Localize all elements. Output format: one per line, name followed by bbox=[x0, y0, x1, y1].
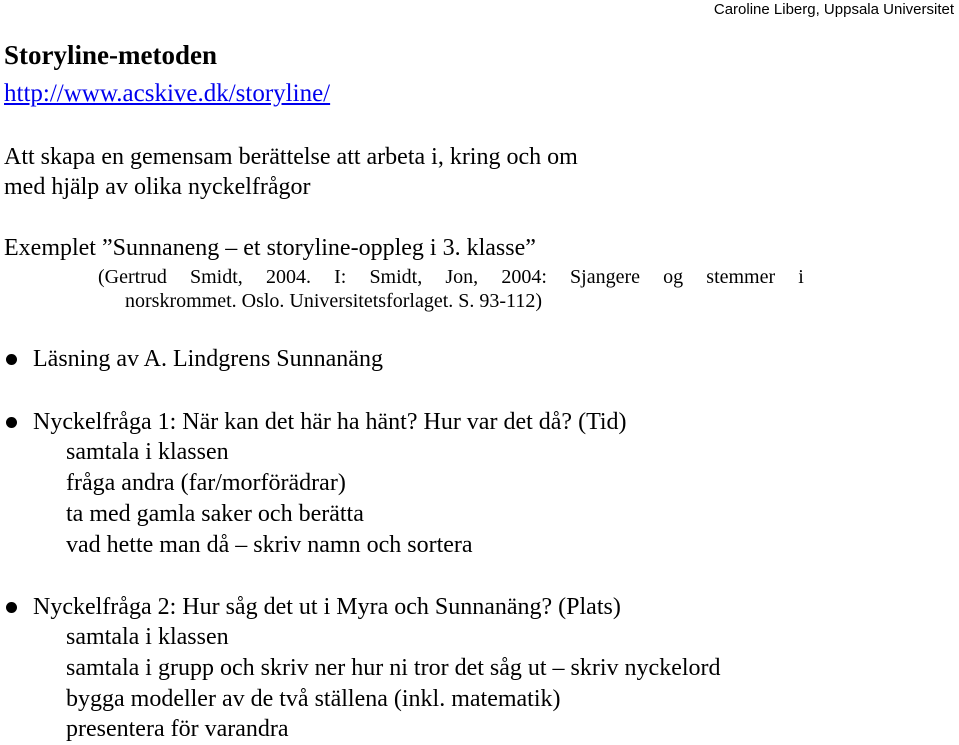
bullet-icon bbox=[6, 354, 17, 365]
reference-word: (Gertrud bbox=[98, 266, 167, 288]
reference-word: Jon, bbox=[445, 266, 479, 288]
subitem: ta med gamla saker och berätta bbox=[66, 501, 364, 527]
reference-word: 2004. bbox=[265, 266, 311, 288]
subitem: fråga andra (far/morförädrar) bbox=[66, 470, 346, 496]
reference-word: i bbox=[798, 266, 804, 288]
subitem: samtala i klassen bbox=[66, 439, 229, 465]
subitem: vad hette man då – skriv namn och sortera bbox=[66, 532, 473, 558]
storyline-link[interactable]: http://www.acskive.dk/storyline/ bbox=[4, 80, 331, 107]
intro-line-2: med hjälp av olika nyckelfrågor bbox=[4, 174, 311, 200]
reference-word: og bbox=[663, 266, 684, 288]
reference-line-2: norskrommet. Oslo. Universitetsforlaget. S. 93-112) bbox=[125, 290, 542, 312]
reference-word: stemmer bbox=[706, 266, 776, 288]
bullet-item-question-2: Nyckelfråga 2: Hur såg det ut i Myra och Sunnanäng? (Plats) bbox=[33, 594, 621, 620]
author-credit: Caroline Liberg, Uppsala Universitet bbox=[713, 1, 954, 18]
page-title: Storyline-metoden bbox=[4, 40, 217, 70]
subitem: presentera för varandra bbox=[66, 716, 289, 742]
reference-word: Smidt, bbox=[369, 266, 423, 288]
reference-word: Smidt, bbox=[190, 266, 243, 288]
bullet-icon bbox=[6, 602, 17, 613]
subitem: samtala i grupp och skriv ner hur ni tror det såg ut – skriv nyckelord bbox=[66, 655, 721, 681]
subitem: samtala i klassen bbox=[66, 624, 229, 650]
bullet-item-question-1: Nyckelfråga 1: När kan det här ha hänt? Hur var det då? (Tid) bbox=[33, 409, 627, 435]
reference-word: I: bbox=[334, 266, 347, 288]
subitem: bygga modeller av de två ställena (inkl. matematik) bbox=[66, 686, 561, 712]
reference-line-1 bbox=[98, 264, 804, 290]
intro-line-1: Att skapa en gemensam berättelse att arbeta i, kring och om bbox=[4, 144, 578, 170]
example-line: Exemplet ”Sunnaneng – et storyline-oppleg i 3. klasse” bbox=[4, 235, 536, 261]
bullet-icon bbox=[6, 417, 17, 428]
reference-word: Sjangere bbox=[570, 266, 640, 288]
bullet-item-reading: Läsning av A. Lindgrens Sunnanäng bbox=[33, 346, 383, 372]
reference-word: 2004: bbox=[501, 266, 547, 288]
